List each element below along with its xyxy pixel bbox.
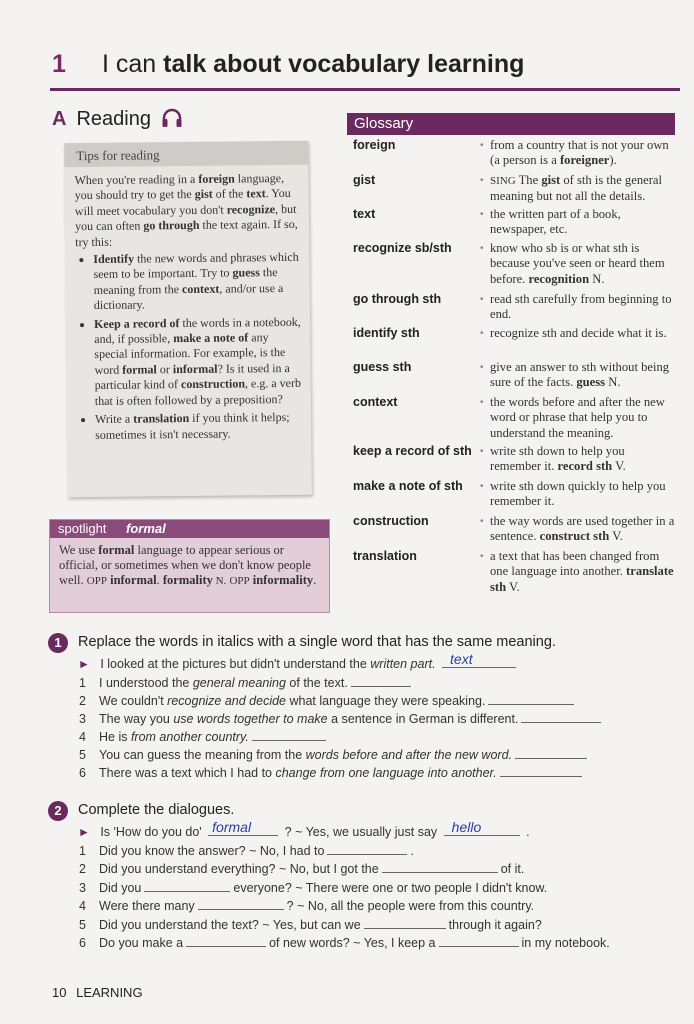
tip-item: • Write a translation if you think it helps; sometimes it isn't necessary. bbox=[95, 410, 305, 443]
tips-intro: When you're reading in a foreign language, you should try to get the gist of the text. You will meet vocabulary you don't recognize, but you can often go through the text again. If so, try this: bbox=[74, 170, 298, 249]
item-number: 5 bbox=[79, 917, 86, 932]
glossary-term: foreign bbox=[353, 138, 396, 152]
section-letter: A bbox=[52, 108, 67, 130]
glossary-definition: the words before and after the new word or phrase that help you to understand the meaning. bbox=[490, 395, 665, 440]
exercise-1-badge: 1 bbox=[48, 633, 68, 653]
exercise-item: Did you everyone? ~ There were one or two people I didn't know. bbox=[99, 880, 548, 895]
exercise-2-instruction: Complete the dialogues. bbox=[78, 802, 235, 818]
bullet-icon: • bbox=[480, 294, 484, 305]
answer-blank[interactable] bbox=[198, 899, 284, 910]
exercise-item: There was a text which I had to change from one language into another. bbox=[99, 766, 585, 780]
bullet-icon: • bbox=[480, 551, 484, 562]
page-footer bbox=[52, 985, 143, 1000]
handwritten-answer: formal bbox=[212, 819, 252, 835]
glossary-term: go through sth bbox=[353, 292, 442, 306]
glossary-term: gist bbox=[353, 173, 376, 187]
handwritten-answer: text bbox=[450, 651, 473, 667]
answer-blank[interactable] bbox=[208, 819, 278, 836]
answer-blank[interactable] bbox=[144, 881, 230, 892]
tip-item: • Keep a record of the words in a notebook, and, if possible, make a note of any special information. For example, is the word formal or informal? Is it used in a particular kind of construction, e.g. a verb that is often followed by a preposition? bbox=[94, 314, 305, 409]
glossary-definition: write sth down to help you remember it. record sth V. bbox=[490, 444, 626, 474]
page-title bbox=[102, 50, 524, 79]
spotlight-header bbox=[50, 520, 329, 538]
glossary-definition: a text that has been changed from one language into another. translate sth V. bbox=[490, 549, 674, 594]
exercise-item: Do you make a of new words? ~ Yes, I keep a in my notebook. bbox=[99, 936, 610, 950]
exercise-item: You can guess the meaning from the words before and after the new word. bbox=[99, 748, 590, 762]
unit-number: 1 bbox=[52, 50, 66, 78]
answer-blank[interactable] bbox=[327, 844, 407, 855]
answer-blank[interactable] bbox=[515, 748, 587, 759]
answer-blank[interactable] bbox=[364, 918, 446, 929]
exercise-item: Were there many ? ~ No, all the people were from this country. bbox=[99, 899, 535, 914]
exercise-item: We couldn't recognize and decide what language they were speaking. bbox=[99, 694, 577, 708]
exercise-item: Did you understand the text? ~ Yes, but can we through it again? bbox=[99, 917, 542, 932]
exercise-2-example: ► Is 'How do you do' formal ? ~ Yes, we usually just say hello . bbox=[78, 819, 530, 839]
bullet-icon: • bbox=[480, 516, 484, 527]
tip-item: • Identify the new words and phrases which seem to be important. Try to guess the meaning from the context, and/or use a dictionary. bbox=[93, 250, 304, 314]
glossary-term: recognize sb/sth bbox=[353, 241, 452, 255]
handwritten-answer: hello bbox=[451, 819, 482, 835]
answer-blank[interactable] bbox=[521, 712, 601, 723]
item-number: 3 bbox=[79, 880, 86, 895]
answer-blank[interactable] bbox=[382, 862, 498, 873]
section-a-heading bbox=[52, 108, 183, 131]
glossary-term: keep a record of sth bbox=[353, 444, 472, 458]
item-number: 4 bbox=[79, 899, 86, 914]
glossary-title: Glossary bbox=[354, 115, 414, 132]
spotlight-word: formal bbox=[126, 521, 166, 536]
bullet-icon: • bbox=[480, 481, 484, 492]
bullet-icon: • bbox=[480, 243, 484, 254]
spotlight-body: We use formal language to appear serious or official, or sometimes when we don't know people well. OPP informal. formality N. OPP informality. bbox=[59, 543, 317, 587]
glossary-definition: know who sb is or what sth is because you've seen or heard them before. recognition N. bbox=[490, 241, 665, 286]
bullet-icon: • bbox=[480, 446, 484, 457]
glossary-definition: from a country that is not your own (a person is a foreigner). bbox=[490, 138, 669, 168]
play-triangle-icon: ► bbox=[78, 825, 90, 839]
answer-blank[interactable] bbox=[488, 694, 574, 705]
glossary-term: construction bbox=[353, 514, 429, 528]
title-bold: talk about vocabulary learning bbox=[163, 50, 525, 78]
bullet-icon: • bbox=[480, 328, 484, 339]
section-title: Reading bbox=[76, 108, 151, 130]
exercise-item: He is from another country. bbox=[99, 730, 329, 744]
exercise-item: Did you know the answer? ~ No, I had to . bbox=[99, 844, 414, 858]
glossary-definition: read sth carefully from beginning to end. bbox=[490, 292, 672, 322]
glossary-term: translation bbox=[353, 549, 417, 563]
glossary-definition: recognize sth and decide what it is. bbox=[490, 326, 667, 340]
page-number: 10 bbox=[52, 985, 67, 1000]
item-number: 4 bbox=[79, 730, 86, 744]
item-number: 2 bbox=[79, 862, 86, 877]
item-number: 6 bbox=[79, 936, 86, 950]
glossary-term: text bbox=[353, 207, 376, 221]
glossary-definition: write sth down quickly to help you remember it. bbox=[490, 479, 666, 509]
glossary-term: guess sth bbox=[353, 360, 412, 374]
exercise-item: The way you use words together to make a sentence in German is different. bbox=[99, 712, 604, 726]
headphones-icon[interactable] bbox=[161, 108, 183, 128]
exercise-item: Did you understand everything? ~ No, but I got the of it. bbox=[99, 862, 525, 877]
spotlight-box bbox=[49, 519, 330, 613]
exercise-2-badge: 2 bbox=[48, 801, 68, 821]
answer-blank[interactable] bbox=[442, 651, 516, 668]
exercise-1-example: ► I looked at the pictures but didn't understand the written part. text bbox=[78, 657, 519, 671]
footer-section: LEARNING bbox=[76, 985, 143, 1000]
answer-blank[interactable] bbox=[439, 936, 519, 947]
glossary-definition: the written part of a book, newspaper, etc. bbox=[490, 207, 621, 237]
bullet-icon: • bbox=[480, 175, 484, 186]
answer-blank[interactable] bbox=[351, 676, 411, 687]
item-number: 2 bbox=[79, 694, 86, 708]
bullet-icon: • bbox=[480, 209, 484, 220]
tips-title: Tips for reading bbox=[76, 147, 160, 164]
title-rule bbox=[50, 88, 680, 91]
glossary-definition: give an answer to sth without being sure of the facts. guess N. bbox=[490, 360, 670, 390]
glossary-term: identify sth bbox=[353, 326, 420, 340]
tips-card bbox=[64, 141, 312, 498]
exercise-item: I understood the general meaning of the text. bbox=[99, 676, 414, 690]
bullet-icon: • bbox=[480, 140, 484, 151]
item-number: 1 bbox=[79, 844, 86, 858]
glossary-term: context bbox=[353, 395, 398, 409]
glossary-header bbox=[347, 113, 675, 135]
tips-body bbox=[74, 171, 305, 446]
bullet-icon: • bbox=[480, 362, 484, 373]
bullet-icon: • bbox=[480, 397, 484, 408]
spotlight-label: spotlight bbox=[58, 521, 107, 536]
play-triangle-icon: ► bbox=[78, 657, 90, 671]
answer-blank[interactable] bbox=[186, 936, 266, 947]
item-number: 1 bbox=[79, 676, 86, 690]
answer-blank[interactable] bbox=[252, 730, 326, 741]
tips-header bbox=[64, 141, 308, 168]
item-number: 5 bbox=[79, 748, 86, 762]
glossary-term: make a note of sth bbox=[353, 479, 463, 493]
item-number: 6 bbox=[79, 766, 86, 780]
title-prefix: I can bbox=[102, 50, 157, 78]
item-number: 3 bbox=[79, 712, 86, 726]
glossary-definition: SING The gist of sth is the general meaning but not all the details. bbox=[490, 173, 662, 204]
answer-blank[interactable] bbox=[500, 766, 582, 777]
exercise-1-instruction: Replace the words in italics with a single word that has the same meaning. bbox=[78, 634, 556, 650]
glossary-definition: the way words are used together in a sentence. construct sth V. bbox=[490, 514, 675, 544]
answer-blank[interactable] bbox=[444, 819, 520, 836]
